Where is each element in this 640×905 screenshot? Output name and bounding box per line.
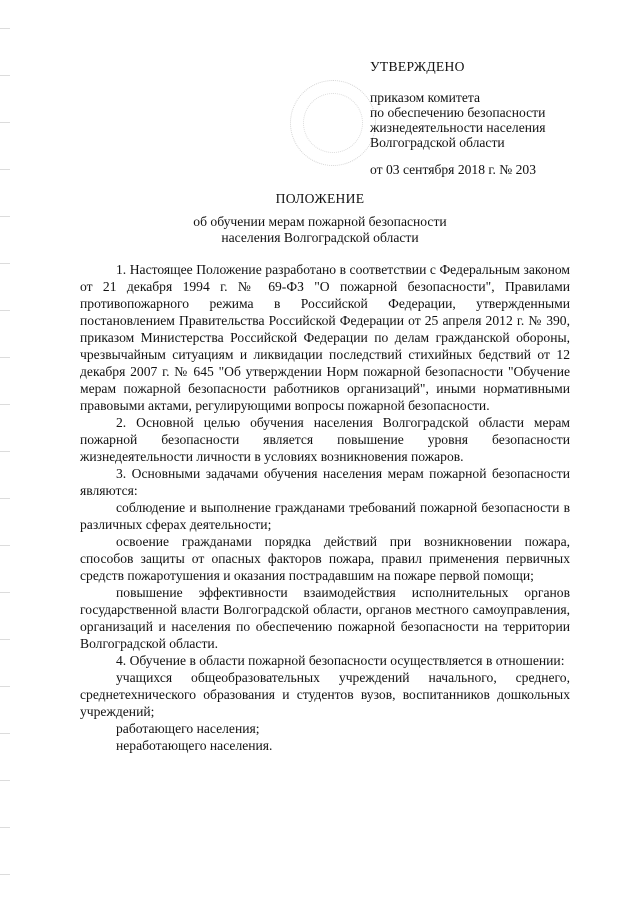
approval-org-line: жизнедеятельности населения <box>370 120 546 135</box>
document-subtitle <box>0 214 640 246</box>
approval-org-line: приказом комитета <box>370 90 481 105</box>
paragraph-2: 2. Основной целью обучения населения Волгоградской области мерам пожарной безопасности является повышение уровня безопасности жизнедеятельности личности в условиях возникновения пожаров. <box>80 415 570 464</box>
task-item: соблюдение и выполнение гражданами требований пожарной безопасности в различных сферах деятельности; <box>80 500 570 532</box>
task-item: освоение гражданами порядка действий при возникновении пожара, способов защиты от опасных факторов пожара, правил применения первичных средств пожаротушения и оказания пострадавшим на пожаре первой помощи; <box>80 534 570 583</box>
task-item: повышение эффективности взаимодействия исполнительных органов государственной власти Волгоградской области, органов местного самоуправления, организаций и населения по обеспечению пожарной безопасности на территории Волгоградской области. <box>80 585 570 651</box>
seal-stamp <box>290 80 376 166</box>
paragraph-4: 4. Обучение в области пожарной безопасности осуществляется в отношении: <box>116 653 565 668</box>
subtitle-line: населения Волгоградской области <box>221 230 419 245</box>
document-body <box>80 261 570 754</box>
approval-org-line: Волгоградской области <box>370 135 505 150</box>
approval-date: от 03 сентября 2018 г. № 203 <box>370 162 537 177</box>
audience-item: работающего населения; <box>116 721 260 736</box>
approval-block <box>370 58 630 178</box>
approval-org-line: по обеспечению безопасности <box>370 105 546 120</box>
subtitle-line: об обучении мерам пожарной безопасности <box>193 214 447 229</box>
paragraph-3: 3. Основными задачами обучения населения мерам пожарной безопасности являются: <box>80 466 570 498</box>
approval-heading: УТВЕРЖДЕНО <box>370 59 465 74</box>
binding-margin-marks <box>0 0 10 905</box>
document-title: ПОЛОЖЕНИЕ <box>275 191 365 206</box>
paragraph-1: 1. Настоящее Положение разработано в соответствии с Федеральным законом от 21 декабря 1994 г. № 69-ФЗ "О пожарной безопасности", Правилами противопожарного режима в Российской Федерации, утвержденными постановлением Правительства Российской Федерации от 25 апреля 2012 г. № 390, приказом Министерства Российской Федерации по делам гражданской обороны, чрезвычайным ситуациям и ликвидации последствий стихийных бедствий от 12 декабря 2007 г. № 645 "Об утверждении Норм пожарной безопасности "Обучение мерам пожарной безопасности работников организаций", иными нормативными правовыми актами, регулирующими вопросы пожарной безопасности. <box>80 262 570 413</box>
audience-item: учащихся общеобразовательных учреждений начального, среднего, среднетехнического образования и студентов вузов, воспитанников дошкольных учреждений; <box>80 670 570 719</box>
audience-item: неработающего населения. <box>116 738 273 753</box>
